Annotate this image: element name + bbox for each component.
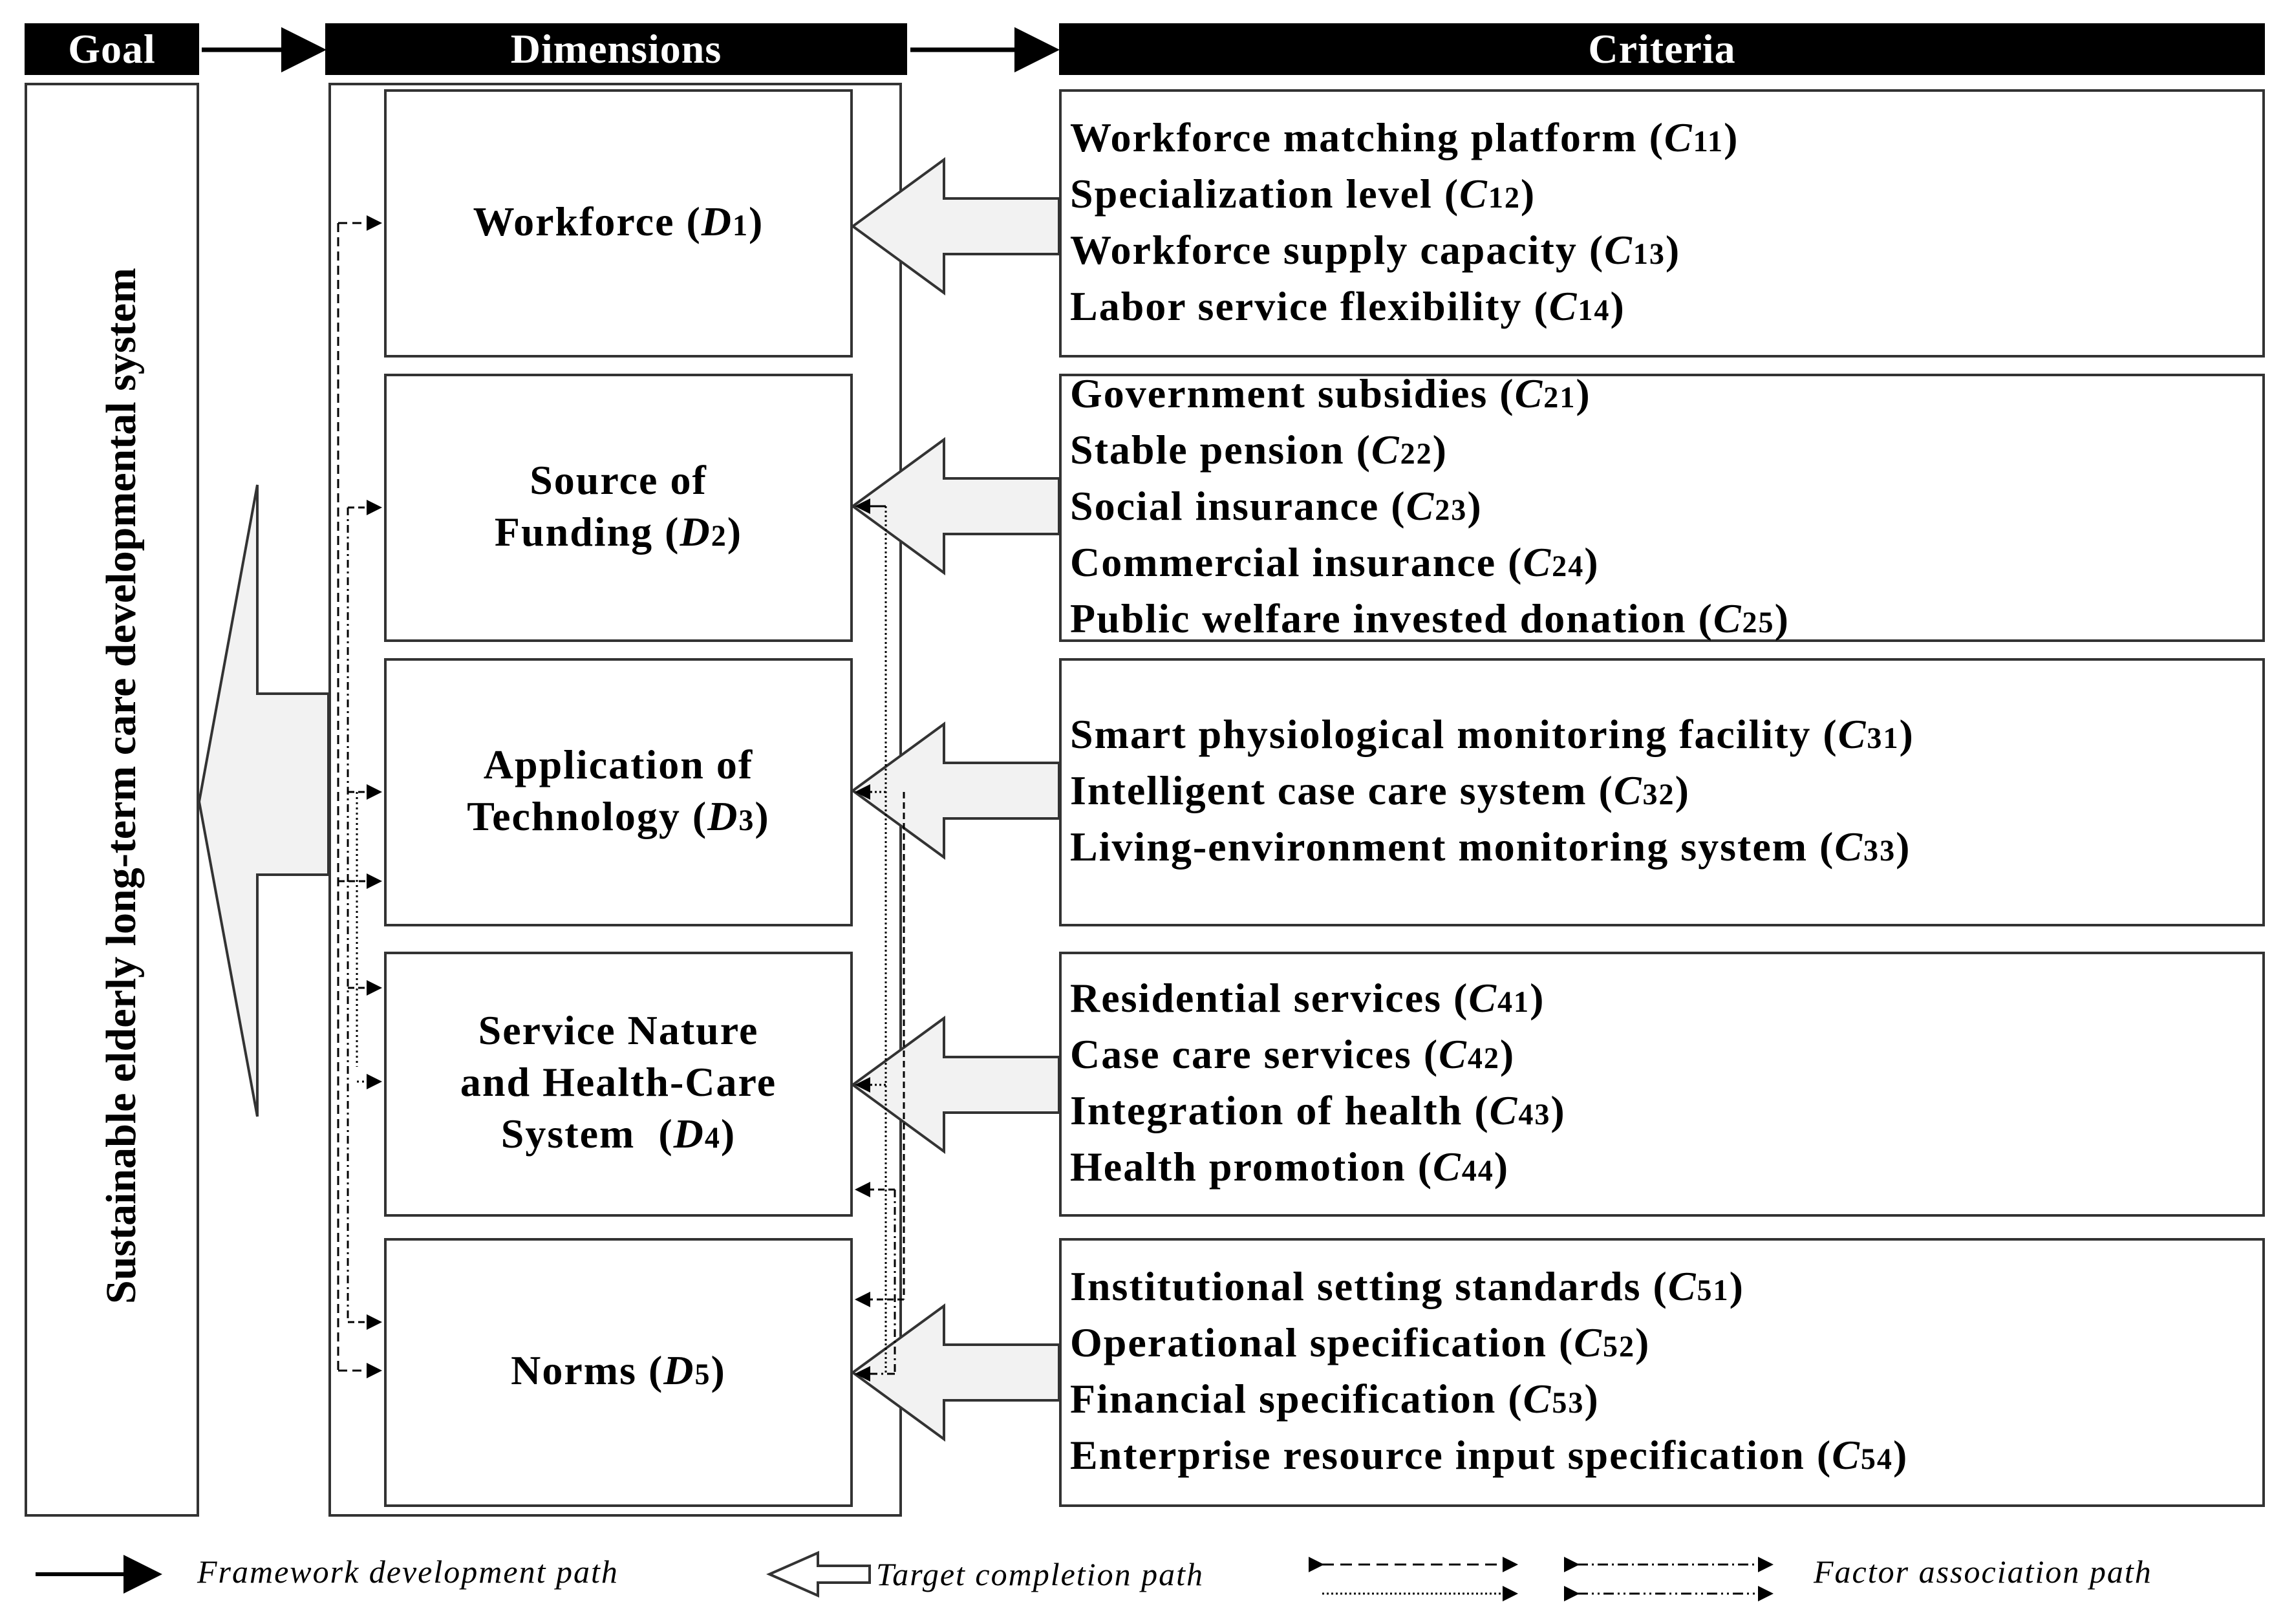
goal-header: Goal	[25, 23, 199, 75]
dimension-label-technology: Application of Technology (D3)	[467, 741, 770, 839]
dimension-label-workforce: Workforce (D1)	[473, 198, 764, 244]
criterion-c11: Workforce matching platform (C11)	[1070, 114, 1739, 160]
criteria-arrow-3	[853, 724, 1059, 857]
criterion-c41: Residential services (C41)	[1070, 975, 1545, 1021]
criterion-c44: Health promotion (C44)	[1070, 1144, 1510, 1190]
legend-factor-label: Factor association path	[1814, 1554, 2152, 1590]
legend-target-label: Target completion path	[876, 1556, 1204, 1592]
goal-target-arrow	[199, 485, 328, 1116]
criterion-c21: Government subsidies (C21)	[1070, 370, 1591, 416]
goal-label: Sustainable elderly long-term care developmental system	[98, 268, 145, 1304]
criterion-c51: Institutional setting standards (C51)	[1070, 1263, 1744, 1309]
criterion-c53: Financial specification (C53)	[1070, 1376, 1600, 1422]
criteria-arrow-4	[853, 1018, 1059, 1151]
criterion-c23: Social insurance (C23)	[1070, 483, 1483, 529]
criterion-c43: Integration of health (C43)	[1070, 1087, 1566, 1133]
criteria-arrow-5	[853, 1306, 1059, 1439]
criterion-c24: Commercial insurance (C24)	[1070, 539, 1600, 585]
criteria-arrow-1	[853, 160, 1059, 293]
criterion-c22: Stable pension (C22)	[1070, 427, 1448, 473]
criteria-header: Criteria	[1059, 23, 2265, 75]
criterion-c25: Public welfare invested donation (C25)	[1070, 595, 1790, 641]
criterion-c14: Labor service flexibility (C14)	[1070, 283, 1625, 329]
criterion-c33: Living-environment monitoring system (C33)	[1070, 824, 1911, 870]
dimension-label-norms: Norms (D5)	[511, 1347, 726, 1393]
criterion-c42: Case care services (C42)	[1070, 1031, 1516, 1077]
criterion-c54: Enterprise resource input specification (C54)	[1070, 1432, 1909, 1478]
criterion-c32: Intelligent case care system (C32)	[1070, 767, 1690, 813]
dimensions-header: Dimensions	[325, 23, 907, 75]
criterion-c12: Specialization level (C12)	[1070, 170, 1536, 217]
criterion-c52: Operational specification (C52)	[1070, 1320, 1651, 1365]
dimension-label-funding: Source of Funding (D2)	[494, 456, 743, 555]
legend-framework-label: Framework development path	[197, 1554, 619, 1590]
criterion-c31: Smart physiological monitoring facility (C31)	[1070, 711, 1914, 757]
legend-target-arrow	[769, 1553, 870, 1596]
dimension-label-service: Service Nature and Health-Care System (D4)	[460, 1007, 777, 1157]
criterion-c13: Workforce supply capacity (C13)	[1070, 226, 1681, 273]
